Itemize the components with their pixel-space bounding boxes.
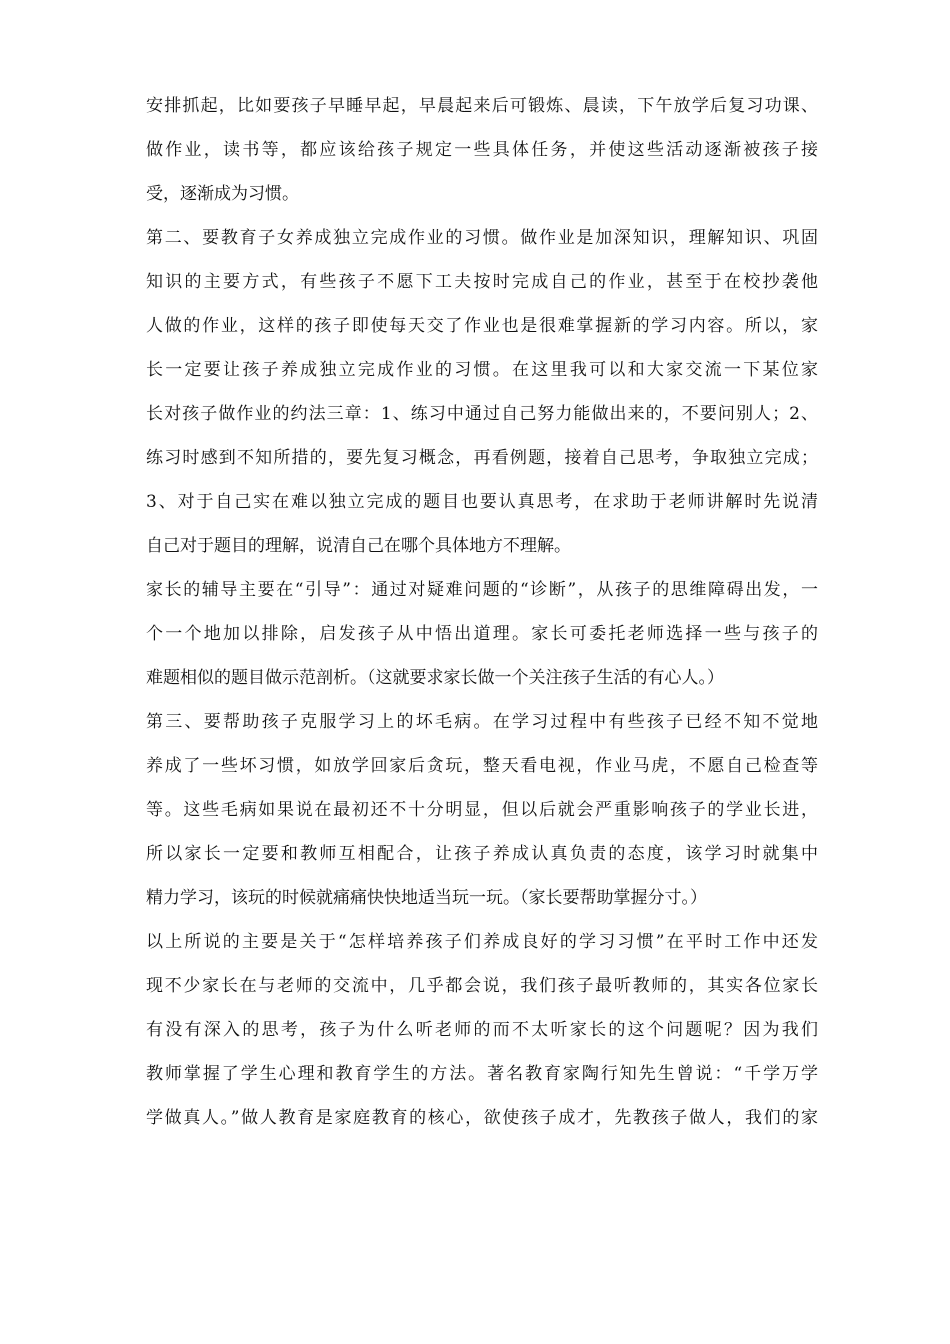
text-line: 长一定要让孩子养成独立完成作业的习惯。在这里我可以和大家交流一下某位家 — [146, 360, 818, 380]
text-line: 个一个地加以排除，启发孩子从中悟出道理。家长可委托老师选择一些与孩子的 — [146, 624, 818, 644]
text-line: 以上所说的主要是关于“怎样培养孩子们养成良好的学习习惯”在平时工作中还发 — [146, 932, 818, 952]
text-line: 第三、要帮助孩子克服学习上的坏毛病。在学习过程中有些孩子已经不知不觉地 — [146, 712, 818, 732]
text-line: 自己对于题目的理解，说清自己在哪个具体地方不理解。 — [146, 536, 571, 556]
text-line: 等。这些毛病如果说在最初还不十分明显，但以后就会严重影响孩子的学业长进， — [146, 800, 818, 820]
text-line: 养成了一些坏习惯，如放学回家后贪玩，整天看电视，作业马虎，不愿自己检查等 — [146, 756, 818, 776]
text-line: 安排抓起，比如要孩子早睡早起，早晨起来后可锻炼、晨读，下午放学后复习功课、 — [146, 96, 818, 116]
text-line: 有没有深入的思考，孩子为什么听老师的而不太听家长的这个问题呢？因为我们 — [146, 1020, 818, 1040]
text-line: 3、对于自己实在难以独立完成的题目也要认真思考，在求助于老师讲解时先说清 — [146, 492, 818, 512]
text-line: 所以家长一定要和教师互相配合，让孩子养成认真负责的态度，该学习时就集中 — [146, 844, 818, 864]
text-line: 练习时感到不知所措的，要先复习概念，再看例题，接着自己思考，争取独立完成； — [146, 448, 818, 468]
text-line: 知识的主要方式，有些孩子不愿下工夫按时完成自己的作业，甚至于在校抄袭他 — [146, 272, 818, 292]
text-line: 现不少家长在与老师的交流中，几乎都会说，我们孩子最听教师的，其实各位家长 — [146, 976, 818, 996]
text-line: 第二、要教育子女养成独立完成作业的习惯。做作业是加深知识，理解知识、巩固 — [146, 228, 818, 248]
text-line: 受，逐渐成为习惯。 — [146, 184, 299, 204]
text-line: 学做真人。”做人教育是家庭教育的核心，欲使孩子成才，先教孩子做人，我们的家 — [146, 1108, 818, 1128]
text-line: 做作业，读书等，都应该给孩子规定一些具体任务，并使这些活动逐渐被孩子接 — [146, 140, 818, 160]
text-line: 教师掌握了学生心理和教育学生的方法。著名教育家陶行知先生曾说：“千学万学 — [146, 1064, 818, 1084]
text-line: 长对孩子做作业的约法三章：1、练习中通过自己努力能做出来的，不要问别人；2、 — [146, 404, 818, 424]
text-line: 人做的作业，这样的孩子即使每天交了作业也是很难掌握新的学习内容。所以，家 — [146, 316, 818, 336]
text-line: 家长的辅导主要在“引导”：通过对疑难问题的“诊断”，从孩子的思维障碍出发，一 — [146, 580, 818, 600]
text-line: 难题相似的题目做示范剖析。（这就要求家长做一个关注孩子生活的有心人。） — [146, 668, 724, 688]
text-line: 精力学习，该玩的时候就痛痛快快地适当玩一玩。（家长要帮助掌握分寸。） — [146, 888, 707, 908]
